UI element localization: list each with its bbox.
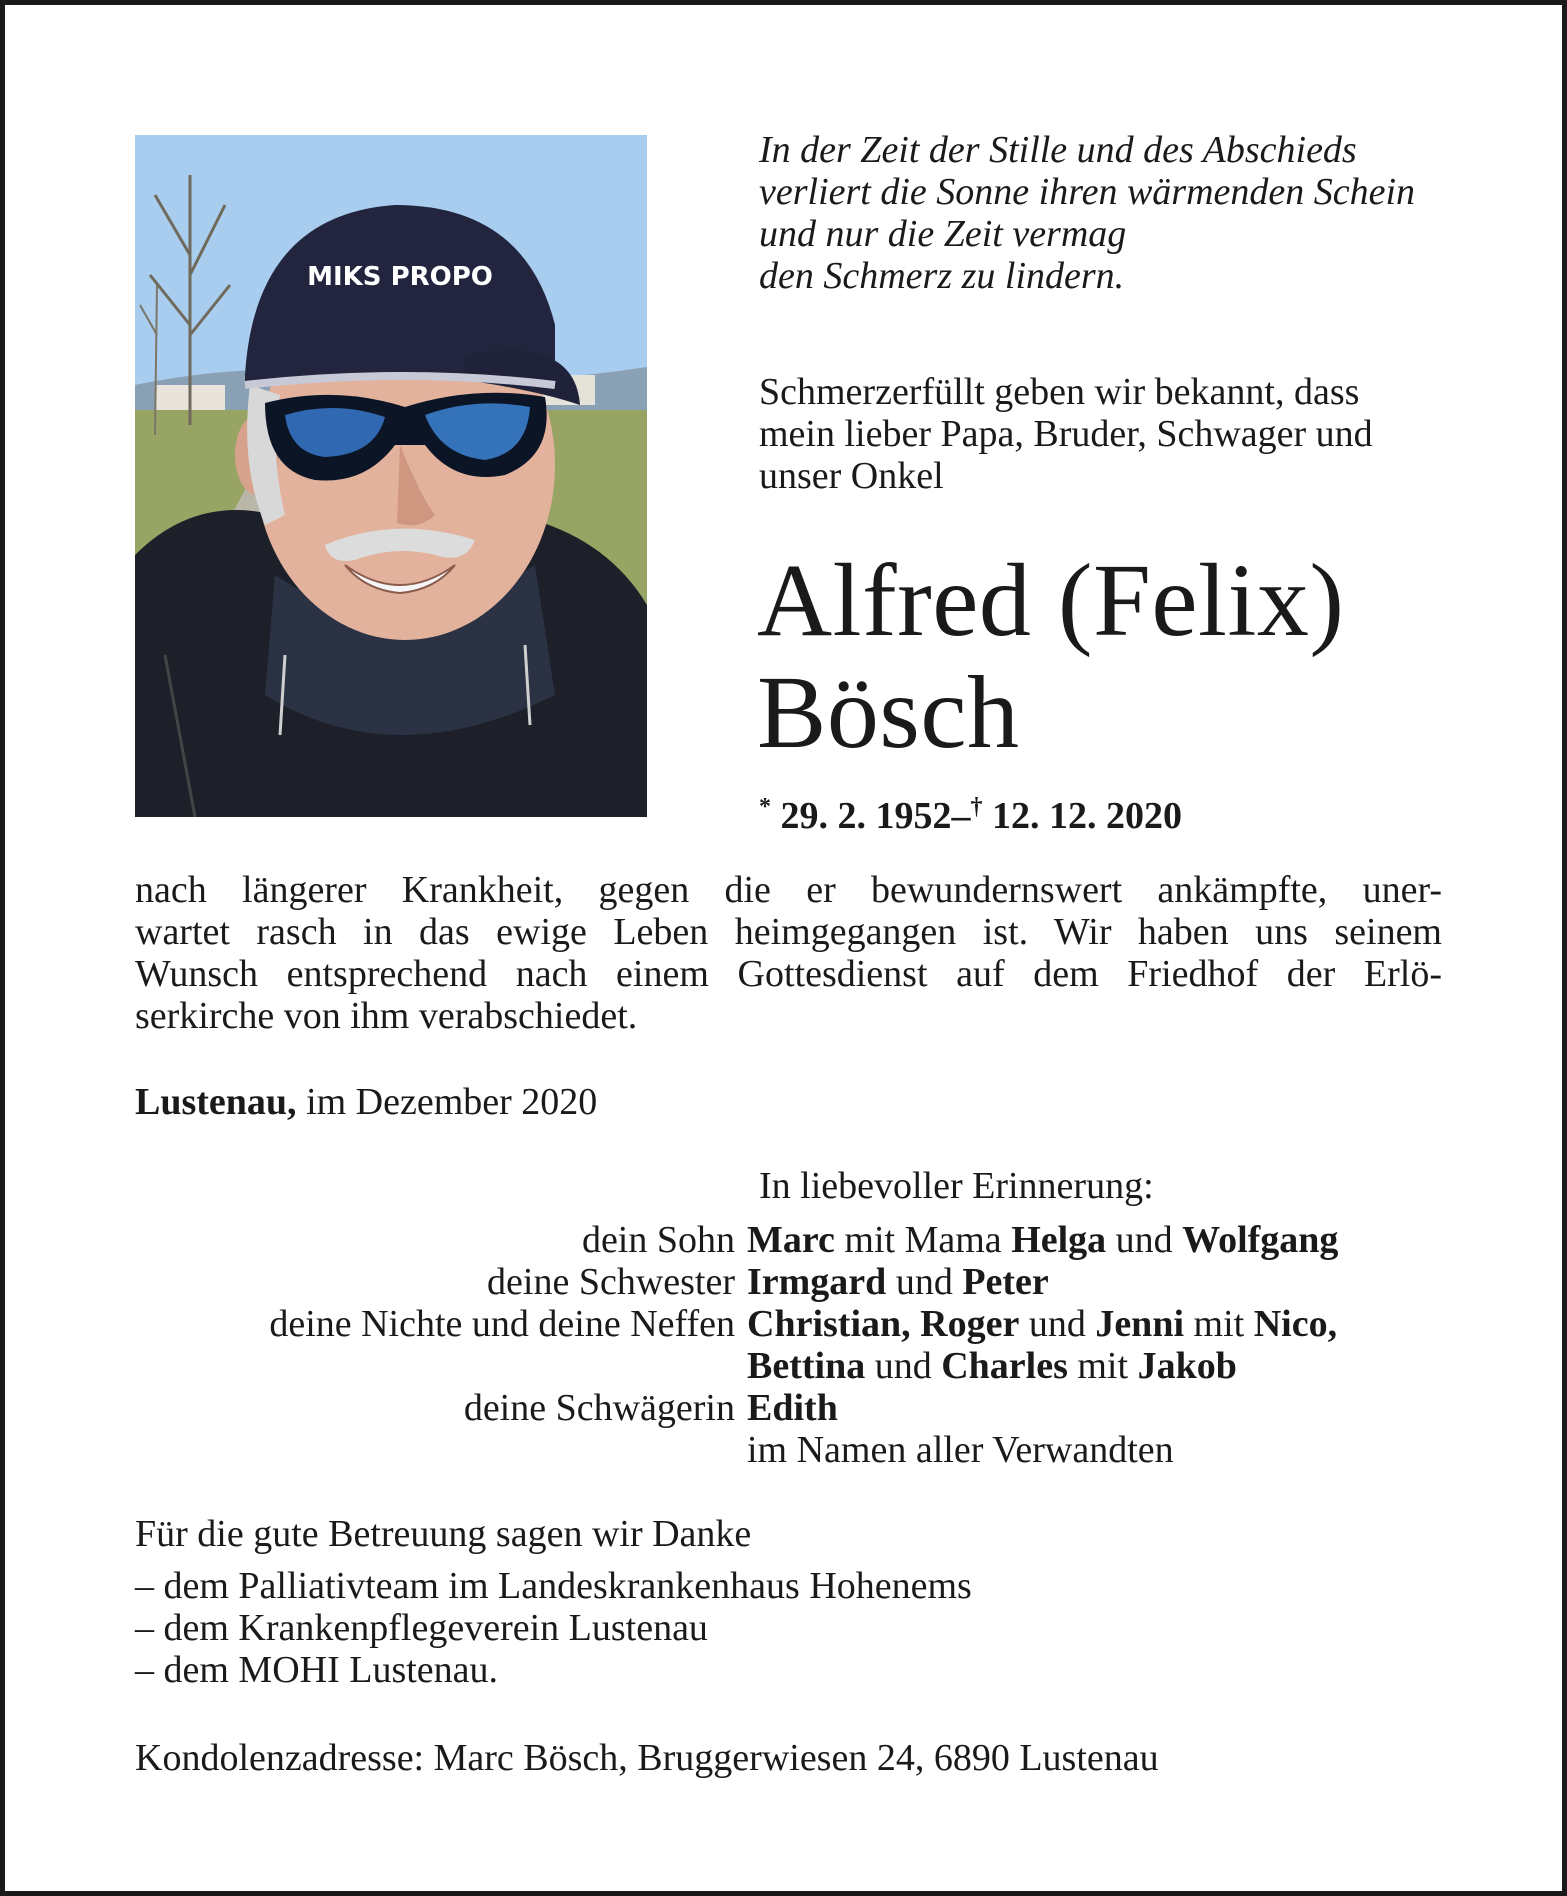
family-names <box>747 1345 1535 1387</box>
family-relation: deine Schwägerin <box>463 1387 735 1429</box>
poem <box>759 129 1519 297</box>
family-names <box>747 1387 1535 1429</box>
family-relation: deine Schwester <box>487 1261 735 1303</box>
family-list <box>135 1219 1535 1471</box>
family-names <box>747 1261 1535 1303</box>
poem-line: den Schmerz zu lindern. <box>759 255 1125 297</box>
family-member-name: Irmgard <box>747 1261 887 1303</box>
family-member-name: Marc <box>747 1219 835 1261</box>
family-row <box>135 1303 1535 1345</box>
family-member-name: Edith <box>747 1387 838 1429</box>
family-names <box>747 1303 1535 1345</box>
thanks-item: – dem MOHI Lustenau. <box>135 1649 499 1691</box>
life-dates <box>759 785 1519 838</box>
thanks-section <box>135 1513 1435 1691</box>
memory-title: In liebevoller Erinnerung: <box>759 1165 1154 1207</box>
family-member-name: Jakob <box>1137 1345 1237 1387</box>
family-connector: mit <box>1184 1303 1254 1345</box>
body-line: nach längerer Krankheit, gegen die er bewundernswert ankämpfte, uner- <box>135 869 1442 911</box>
poem-line: In der Zeit der Stille und des Abschieds <box>759 129 1357 171</box>
family-names <box>747 1219 1535 1261</box>
thanks-item: – dem Palliativteam im Landeskrankenhaus Hohenems <box>135 1565 972 1607</box>
family-row <box>135 1261 1535 1303</box>
announcement-line: mein lieber Papa, Bruder, Schwager und <box>759 413 1373 455</box>
family-member-name: Bettina <box>747 1345 866 1387</box>
portrait-photo <box>135 135 647 817</box>
deceased-name <box>757 545 1537 769</box>
body-line: serkirche von ihm verabschiedet. <box>135 995 638 1037</box>
death-symbol: † <box>970 794 983 820</box>
family-connector: und <box>865 1345 942 1387</box>
family-relation <box>135 1429 747 1471</box>
announcement-line: unser Onkel <box>759 455 944 497</box>
family-connector: im Namen aller Verwandten <box>747 1429 1174 1471</box>
family-row <box>135 1429 1535 1471</box>
birth-date: 29. 2. 1952 <box>780 795 952 837</box>
announcement-line: Schmerzerfüllt geben wir bekannt, dass <box>759 371 1360 413</box>
family-relation <box>135 1345 747 1387</box>
family-relation: dein Sohn <box>581 1219 735 1261</box>
family-member-name: Christian, Roger <box>747 1303 1020 1345</box>
body-line: wartet rasch in das ewige Leben heimgegangen ist. Wir haben uns seinem <box>135 911 1442 953</box>
family-member-name: Helga <box>1011 1219 1107 1261</box>
family-connector: und <box>1106 1219 1183 1261</box>
family-row <box>135 1387 1535 1429</box>
body-text <box>135 869 1442 1037</box>
poem-line: und nur die Zeit vermag <box>759 213 1127 255</box>
family-connector: und <box>886 1261 963 1303</box>
condolence-address: Kondolenzadresse: Marc Bösch, Bruggerwiesen 24, 6890 Lustenau <box>135 1737 1159 1779</box>
poem-line: verliert die Sonne ihren wärmenden Schein <box>759 171 1416 213</box>
announcement <box>759 371 1519 497</box>
family-relation: deine Nichte und deine Neffen <box>269 1303 735 1345</box>
place-month: im Dezember 2020 <box>296 1081 598 1123</box>
thanks-item: – dem Krankenpflegeverein Lustenau <box>135 1607 708 1649</box>
family-connector: und <box>1019 1303 1096 1345</box>
family-member-name: Wolfgang <box>1182 1219 1339 1261</box>
name-line: Bösch <box>757 655 1020 770</box>
thanks-list <box>135 1565 1435 1691</box>
date-separator: – <box>951 795 971 837</box>
family-row <box>135 1219 1535 1261</box>
family-member-name: Charles <box>941 1345 1068 1387</box>
family-names <box>747 1429 1535 1471</box>
family-member-name: Peter <box>962 1261 1049 1303</box>
name-line: Alfred (Felix) <box>757 543 1345 658</box>
family-member-name: Jenni <box>1095 1303 1185 1345</box>
family-connector: mit Mama <box>834 1219 1012 1261</box>
place-town: Lustenau, <box>135 1081 297 1123</box>
place-date <box>135 1081 1135 1123</box>
family-connector: mit <box>1067 1345 1138 1387</box>
thanks-title: Für die gute Betreuung sagen wir Danke <box>135 1513 752 1555</box>
family-member-name: Nico, <box>1253 1303 1338 1345</box>
body-line: Wunsch entsprechend nach einem Gottesdienst auf dem Friedhof der Erlö- <box>135 953 1442 995</box>
portrait-illustration <box>135 135 647 817</box>
cap-logo: MIKS PROPO <box>307 262 493 292</box>
death-date: 12. 12. 2020 <box>992 795 1182 837</box>
family-row <box>135 1345 1535 1387</box>
birth-symbol: * <box>759 794 771 820</box>
